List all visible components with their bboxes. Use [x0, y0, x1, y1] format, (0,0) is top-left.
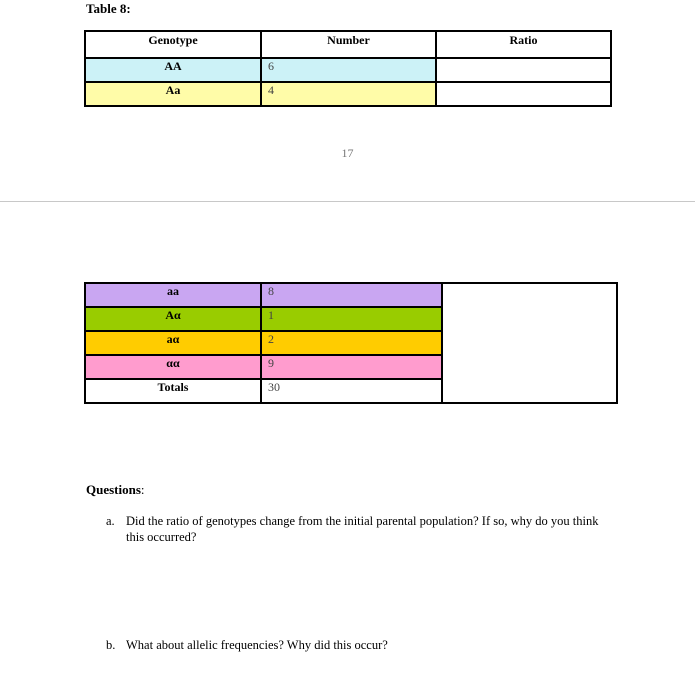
genotype-cell: aα: [85, 331, 261, 355]
number-cell: 2: [261, 331, 442, 355]
header-number: Number: [261, 31, 436, 58]
number-cell: 4: [261, 82, 436, 106]
page-divider: [0, 201, 695, 202]
genotype-cell: AA: [85, 58, 261, 82]
genotype-cell: αα: [85, 355, 261, 379]
number-cell: 9: [261, 355, 442, 379]
question-letter: b.: [106, 638, 116, 652]
table-row: [85, 283, 617, 307]
number-cell: 1: [261, 307, 442, 331]
page-number: 17: [341, 146, 354, 160]
genotype-cell: Aa: [85, 82, 261, 106]
table-row: [85, 58, 611, 82]
ratio-cell[interactable]: [442, 283, 617, 403]
question-text: What about allelic frequencies? Why did this occur?: [126, 638, 388, 652]
questions-heading-colon: :: [140, 482, 145, 497]
genotype-cell: Aα: [85, 307, 261, 331]
question-text: Did the ratio of genotypes change from the initial parental population? If so, why do you think this occurred?: [126, 514, 599, 544]
genotype-table-continued: [84, 282, 618, 404]
table-caption: Table 8:: [86, 1, 131, 16]
question-b: [106, 637, 616, 653]
questions-heading: [86, 482, 145, 498]
header-genotype: Genotype: [85, 31, 261, 58]
totals-label: Totals: [85, 379, 261, 403]
number-cell: 8: [261, 283, 442, 307]
question-letter: a.: [106, 514, 115, 528]
table-header-row: [85, 31, 611, 58]
header-ratio: Ratio: [436, 31, 611, 58]
ratio-cell[interactable]: [436, 58, 611, 82]
number-cell: 6: [261, 58, 436, 82]
question-a: [106, 513, 616, 545]
questions-heading-text: Questions: [86, 482, 141, 497]
table-row: [85, 82, 611, 106]
totals-number: 30: [261, 379, 442, 403]
ratio-cell[interactable]: [436, 82, 611, 106]
genotype-cell: aa: [85, 283, 261, 307]
genotype-table-top: [84, 30, 612, 107]
